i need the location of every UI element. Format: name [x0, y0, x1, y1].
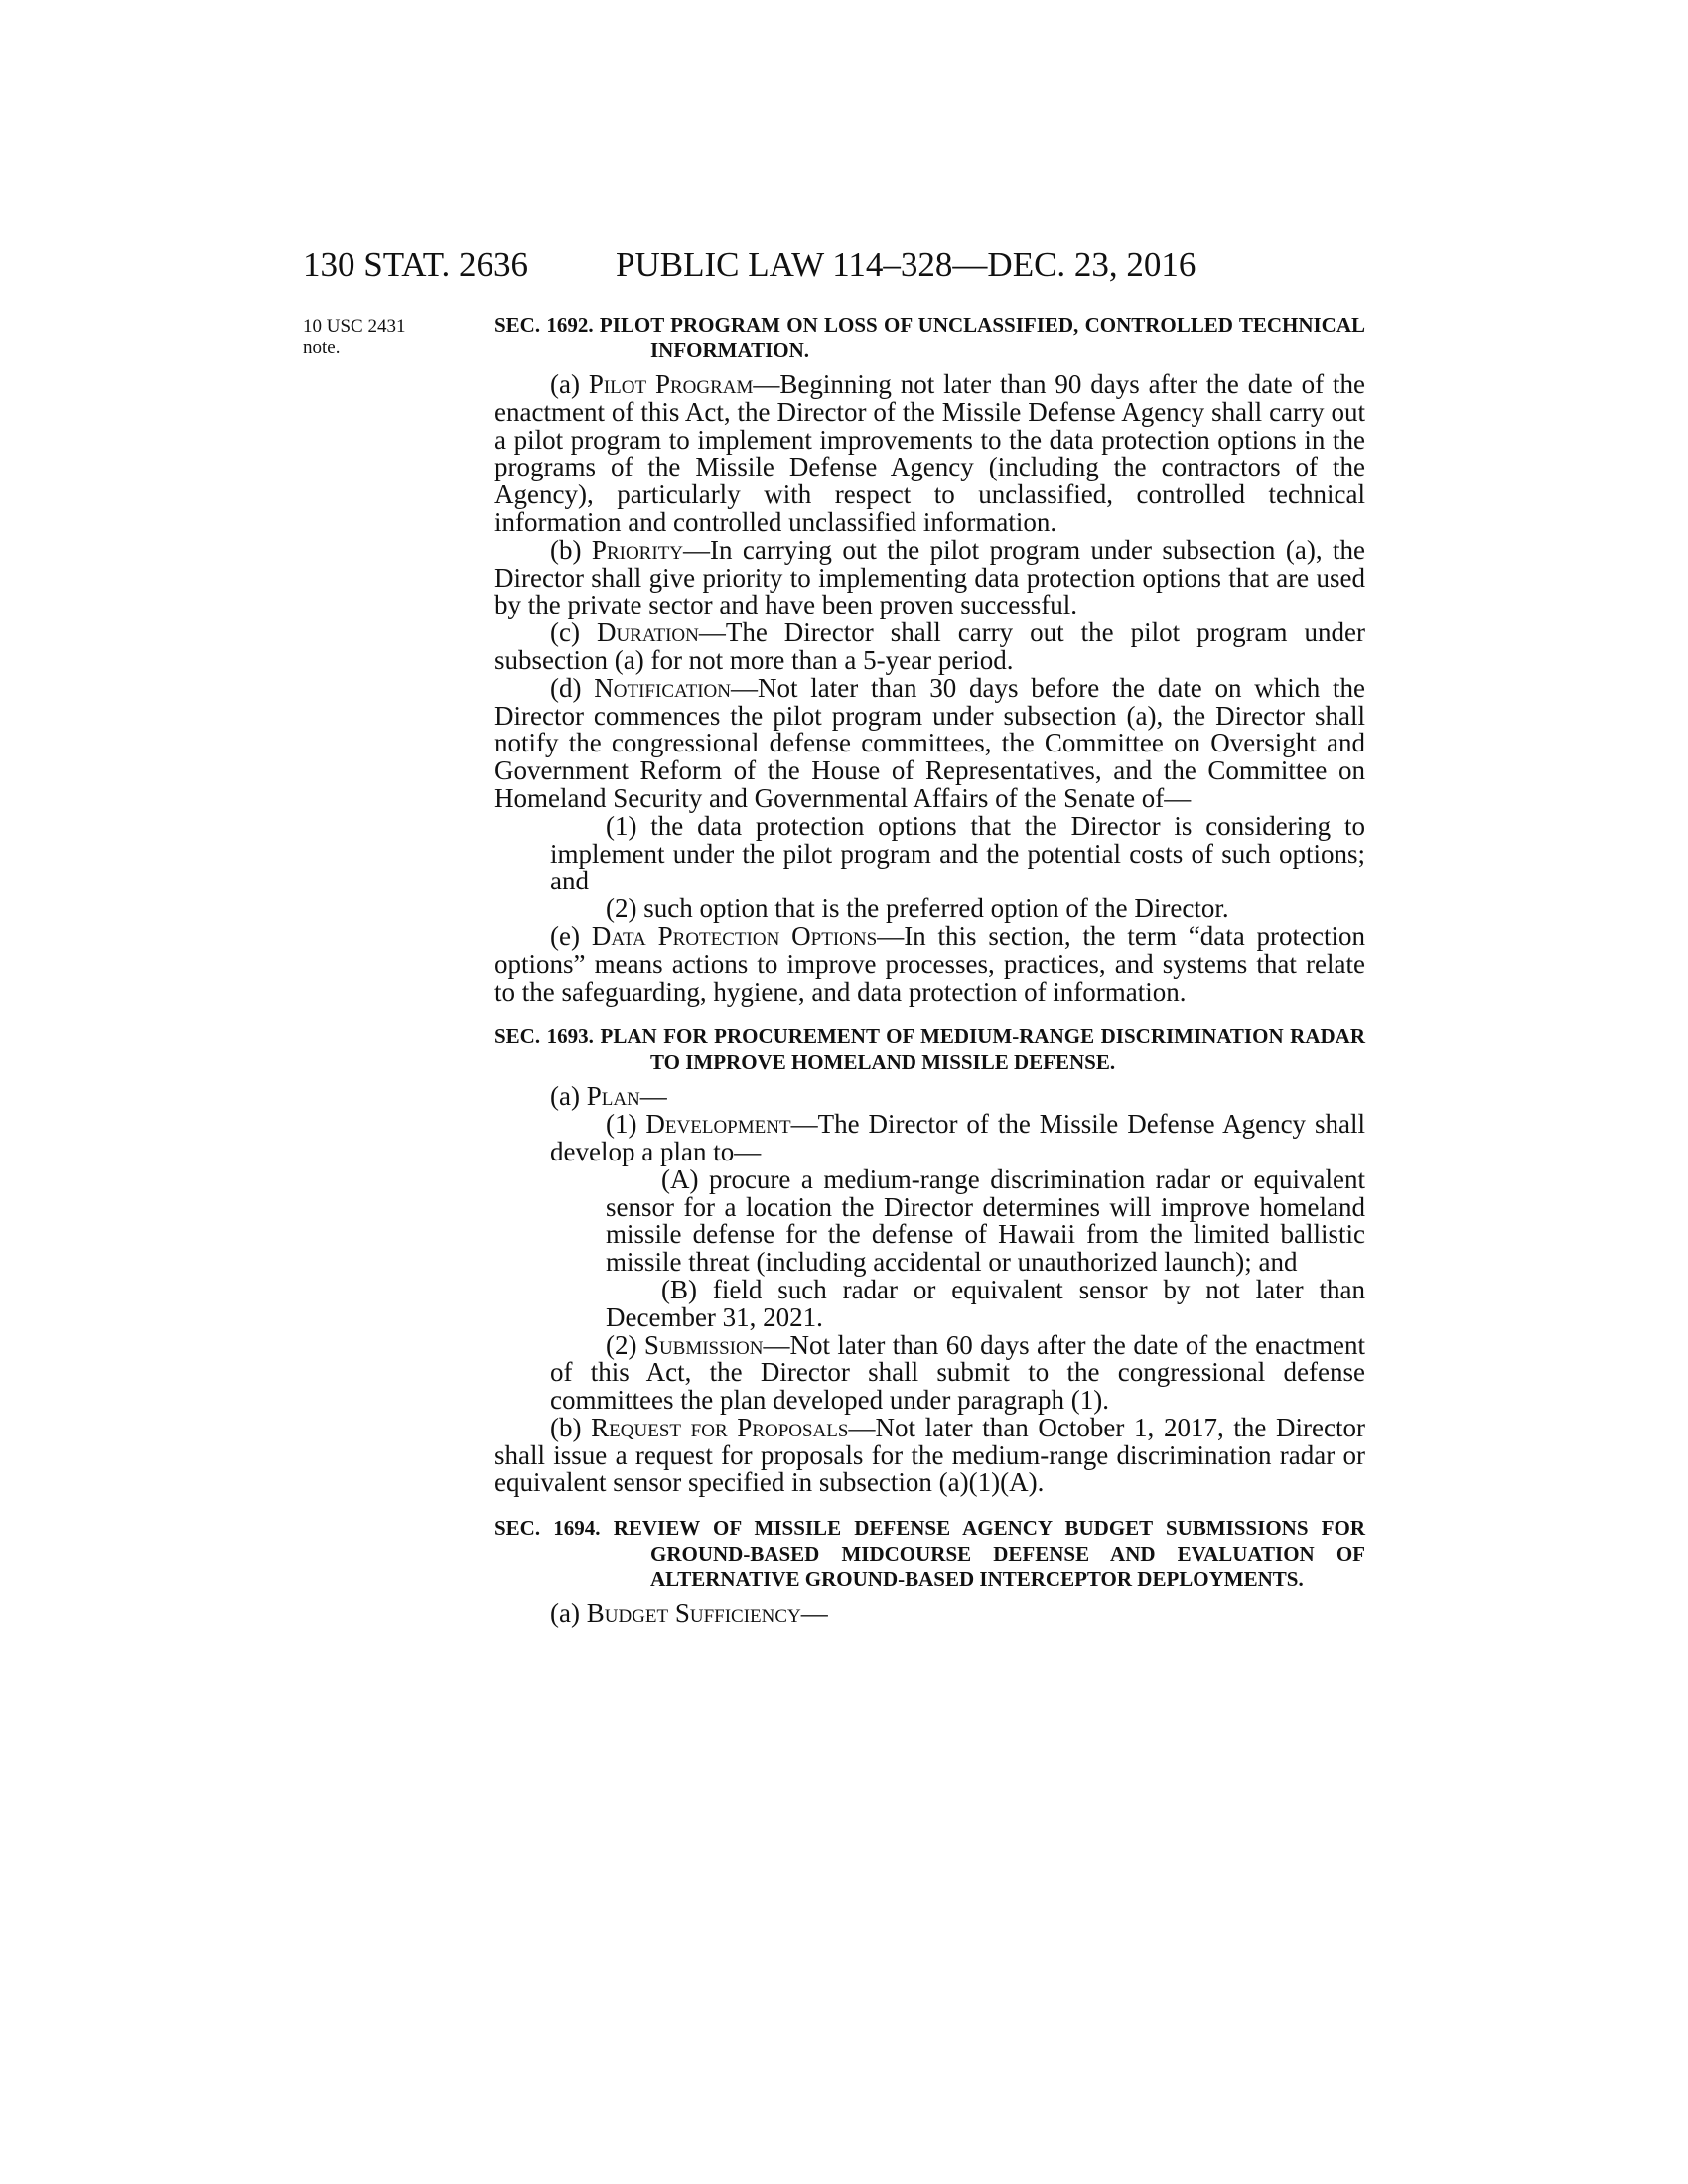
subsection-heading: Pilot Program: [588, 369, 754, 399]
paragraph-d1: (1) the data protection options that the Director is considering to implement under the pilot program and the potential costs of such options; and: [550, 810, 1365, 896]
subsection-e: (e) Data Protection Options—In this section, the term “data protection options” means actions to improve processes, practices, and systems that relate to the safeguarding, hygiene, and data protection of information.: [494, 920, 1366, 1007]
section-title: REVIEW OF MISSILE DEFENSE AGENCY BUDGET SUBMISSIONS FOR GROUND-BASED MIDCOURSE DEFENSE AND EVALUATION OF ALTERNATIVE GROUND-BASED INTERCEPTOR DEPLOYMENTS.: [613, 1516, 1366, 1592]
margin-citation-line: note.: [303, 338, 341, 358]
subparagraph-A: (A) procure a medium-range discrimination radar or equivalent sensor for a location the Director determines will improve homeland missile defense for the defense of Hawaii from the limited ballistic missile threat (including accidental or unauthorized launch); and: [606, 1163, 1365, 1278]
section-title: PILOT PROGRAM ON LOSS OF UNCLASSIFIED, CONTROLLED TECHNICAL INFORMATION.: [599, 313, 1366, 362]
section-title: PLAN FOR PROCUREMENT OF MEDIUM-RANGE DISCRIMINATION RADAR TO IMPROVE HOMELAND MISSILE DEFENSE.: [600, 1024, 1366, 1075]
subsection-a: (a) Pilot Program—Beginning not later than 90 days after the date of the enactment of this Act, the Director of the Missile Defense Agency shall carry out a pilot program to implement improvements to the data protection options in the programs of the Missile Defense Agency (including the contractors of the Agency), particularly with respect to unclassified, controlled technical information and controlled unclassified information.: [494, 369, 1365, 537]
subsection-d: (d) Notification—Not later than 30 days before the date on which the Director commences the pilot program under subsection (a), the Director shall notify the congressional defense committees, the Committee on Oversight and Government Reform of the House of Representatives, and the Committee on Homeland Security and Governmental Affairs of the Senate of—: [494, 672, 1366, 813]
subsection-heading: Priority: [591, 534, 683, 565]
subsection-heading: Notification: [594, 672, 731, 703]
paragraph-a2: (2) Submission—Not later than 60 days after the date of the enactment of this Act, the Director shall submit to the congressional defense committees the plan developed under paragraph (1).: [550, 1329, 1366, 1416]
paragraph-heading: Submission: [643, 1329, 764, 1360]
subsection-b: (b) Request for Proposals—Not later than October 1, 2017, the Director shall issue a request for proposals for the medium-range discrimination radar or equivalent sensor specified in subsection (a)(1)(A).: [494, 1412, 1365, 1498]
subsection-heading: Budget Sufficiency: [586, 1598, 801, 1629]
document-body: [494, 312, 1365, 1628]
subsection-a: (a) Plan—: [550, 1081, 667, 1112]
running-header: PUBLIC LAW 114–328—DEC. 23, 2016: [616, 245, 1196, 284]
subsection-heading: Duration: [596, 617, 699, 648]
stat-page-number: 130 STAT. 2636: [303, 245, 528, 284]
section-number: SEC. 1693.: [494, 1024, 594, 1049]
paragraph-heading: Development: [645, 1109, 791, 1140]
section-number: SEC. 1692.: [494, 313, 594, 337]
subsection-heading: Request for Proposals: [591, 1412, 849, 1442]
subsection-a: (a) Budget Sufficiency—: [550, 1598, 828, 1629]
subsection-c: (c) Duration—The Director shall carry out the pilot program under subsection (a) for not more than a 5-year period.: [494, 617, 1365, 675]
section-heading-1693: [494, 1024, 1365, 1075]
section-heading-1694: [494, 1515, 1365, 1592]
subparagraph-B: (B) field such radar or equivalent sensor by not later than December 31, 2021.: [606, 1274, 1365, 1332]
margin-citation: [303, 316, 405, 359]
subsection-heading: Plan: [586, 1081, 640, 1112]
subsection-heading: Data Protection Options: [591, 920, 878, 951]
section-number: SEC. 1694.: [494, 1516, 601, 1541]
subsection-b: (b) Priority—In carrying out the pilot program under subsection (a), the Director shall give priority to implementing data protection options that are used by the private sector and have been proven successful.: [494, 534, 1365, 620]
margin-citation-line: 10 USC 2431: [303, 316, 406, 337]
paragraph-d2: (2) such option that is the preferred option of the Director.: [606, 893, 1229, 924]
section-heading-1692: [494, 312, 1365, 363]
paragraph-a1: (1) Development—The Director of the Missile Defense Agency shall develop a plan to—: [550, 1109, 1365, 1166]
